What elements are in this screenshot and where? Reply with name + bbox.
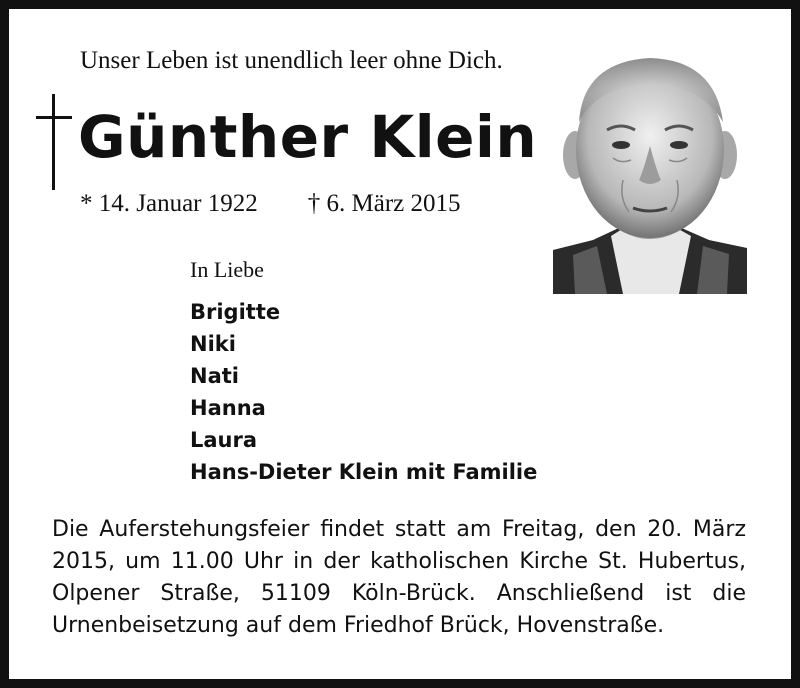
death-date: † 6. März 2015: [307, 190, 461, 217]
family-member: Hanna: [190, 396, 266, 420]
family-member: Brigitte: [190, 300, 281, 324]
funeral-notice: Die Auferstehungsfeier findet statt am Freitag, den 20. März 2015, um 11.00 Uhr in der katholischen Kirche St. Hubertus, Olpener Straße, 51109 Köln-Brück. Anschließend ist die Urnenbeisetzung auf dem Friedhof Brück, Hovenstraße.: [52, 517, 746, 638]
birth-date: * 14. Januar 1922: [80, 190, 258, 217]
cross-icon: [36, 94, 72, 190]
family-member: Hans-Dieter Klein mit Familie: [190, 460, 538, 484]
deceased-name: Günther Klein: [78, 103, 538, 171]
family-member: Laura: [190, 428, 258, 452]
family-member: Nati: [190, 364, 239, 388]
portrait-photo: [553, 50, 747, 294]
family-member: Niki: [190, 332, 236, 356]
family-list: [190, 296, 537, 488]
in-liebe-label: In Liebe: [190, 257, 264, 282]
motto: Unser Leben ist unendlich leer ohne Dich.: [80, 47, 503, 74]
life-dates: [80, 190, 461, 218]
